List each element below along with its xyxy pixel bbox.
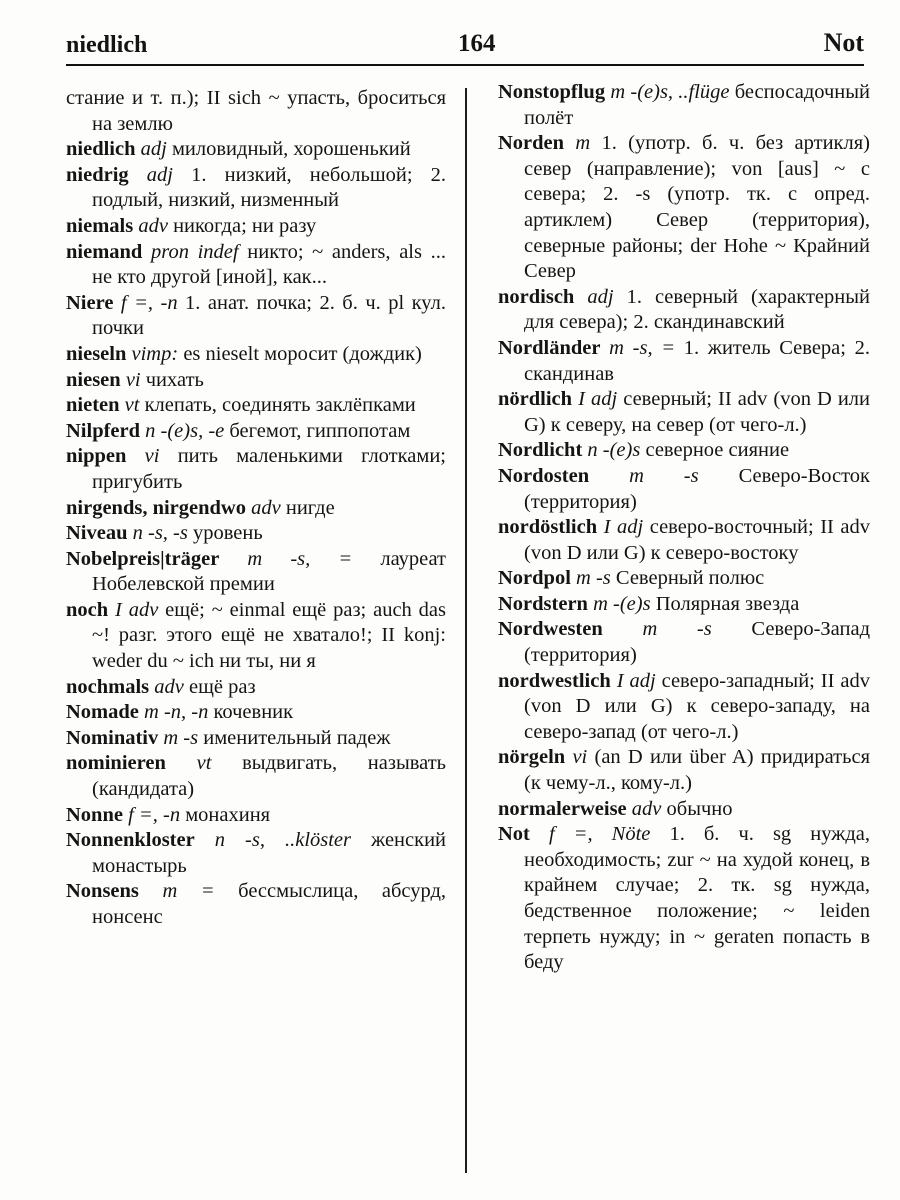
entry-definition: чихать — [145, 368, 204, 391]
dictionary-entry — [498, 285, 870, 336]
dictionary-entry — [498, 669, 870, 746]
dictionary-entry — [66, 828, 446, 879]
dictionary-entry — [498, 80, 870, 131]
entry-definition: уровень — [192, 522, 263, 545]
dictionary-entry — [66, 803, 446, 829]
entry-definition: именительный падеж — [203, 726, 391, 749]
grammar-label: vi — [125, 368, 141, 391]
entry-definition: Северный полюс — [615, 567, 765, 590]
headword: Not — [498, 823, 530, 846]
grammar-label: m -(e)s — [593, 592, 651, 615]
entry-definition: 1. анат. почка; 2. б. ч. pl кул. почки — [92, 291, 447, 340]
entry-definition: бессмыслица, абсурд, нонсенс — [92, 880, 447, 928]
dictionary-entry — [498, 387, 870, 438]
headword: Nilpferd — [66, 419, 141, 442]
entry-definition: Северо-Восток (территория) — [524, 464, 871, 513]
left-running-headword: niedlich — [66, 32, 148, 58]
headword: Nomade — [66, 701, 139, 724]
headword: nippen — [66, 445, 127, 468]
left-column — [66, 86, 446, 931]
dictionary-entry — [498, 566, 870, 592]
grammar-label: vt — [124, 394, 140, 417]
page-header — [66, 22, 864, 66]
dictionary-entry — [66, 163, 446, 214]
entry-definition: 1. б. ч. sg нужда, необходимость; zur ~ на худой конец, в крайнем случае; 2. тк. sg нужда, бедственное положение; ~ leiden терпеть нужду; in ~ geraten попасть в беду — [524, 823, 870, 974]
grammar-label: adv — [138, 214, 168, 237]
grammar-label: I adv — [115, 598, 159, 621]
dictionary-entry — [498, 131, 870, 285]
grammar-label: m -n, -n — [144, 701, 209, 724]
grammar-label: m -s — [576, 567, 611, 590]
headword: nochmals — [66, 675, 150, 698]
entry-definition: никто; ~ anders, als ... не кто другой [иной], как... — [92, 240, 446, 289]
headword: nordöstlich — [498, 516, 598, 539]
headword: Nonsens — [66, 880, 139, 903]
grammar-label: n -s, -s — [132, 522, 188, 545]
dictionary-entry — [66, 444, 446, 495]
dictionary-entry — [66, 547, 446, 598]
entry-definition: никогда; ни разу — [173, 214, 317, 237]
entry-definition: 1. (употр. б. ч. без артикля) север (направление); von [aus] ~ с севера; 2. -s (употр. тк. с опред. артиклем) Север (территория), северные районы; der Hohe ~ Крайний Север — [524, 132, 870, 283]
grammar-label: m -s, = — [247, 547, 353, 570]
page-number: 164 — [458, 30, 496, 57]
grammar-label: adv — [251, 496, 281, 519]
grammar-label: vimp: — [131, 342, 179, 365]
entry-definition: северо-восточный; II adv (von D или G) к северо-востоку — [524, 516, 871, 564]
grammar-label: vt — [196, 752, 212, 775]
headword: nördlich — [498, 388, 573, 411]
headword: nieten — [66, 394, 120, 417]
dictionary-entry — [66, 496, 446, 522]
grammar-label: adv — [154, 675, 184, 698]
headword: noch — [66, 598, 109, 621]
entry-definition: обычно — [666, 797, 733, 820]
entry-definition: 1. низкий, небольшой; 2. подлый, низкий, низменный — [92, 163, 447, 212]
headword: normalerweise — [498, 797, 627, 820]
grammar-label: adv — [631, 797, 662, 820]
headword: nordisch — [498, 285, 575, 308]
grammar-label: adj — [146, 163, 173, 186]
dictionary-entry — [66, 214, 446, 240]
grammar-label: m -s — [163, 726, 199, 749]
entry-definition: лауреат Нобелевской премии — [92, 547, 447, 596]
dictionary-entry — [66, 368, 446, 394]
dictionary-entry — [498, 515, 870, 566]
grammar-label: adj — [140, 138, 167, 161]
headword: nordwestlich — [498, 669, 611, 692]
headword: niemand — [66, 240, 143, 263]
entry-definition: северный; II adv (von D или G) к северу, на север (от чего-л.) — [524, 388, 871, 436]
headword: Nordländer — [498, 336, 601, 359]
entry-definition: женский монастырь — [92, 829, 447, 877]
dictionary-entry — [498, 617, 870, 668]
entry-definition: клепать, соединять заклёпками — [144, 394, 416, 417]
entry-definition: 1. северный (характерный для севера); 2. скандинавский — [524, 285, 870, 334]
entry-definition: (an D или über A) придираться (к чему-л., кому-л.) — [524, 746, 871, 795]
grammar-label: m -s — [629, 464, 699, 487]
entry-definition: кочевник — [213, 701, 294, 724]
headword: Norden — [498, 132, 565, 155]
grammar-label: m — [575, 132, 591, 155]
dictionary-entry — [66, 86, 446, 137]
grammar-label: vi — [144, 445, 160, 468]
headword: Niere — [66, 291, 114, 314]
headword: Niveau — [66, 522, 128, 545]
headword: nominieren — [66, 752, 166, 775]
dictionary-entry — [66, 419, 446, 445]
headword: Nominativ — [66, 726, 159, 749]
right-running-headword: Not — [823, 28, 864, 57]
entry-definition: миловидный, хорошенький — [171, 138, 411, 161]
dictionary-entry — [66, 598, 446, 675]
dictionary-entry — [66, 521, 446, 547]
grammar-label: f =, Nöte — [548, 823, 651, 846]
headword: Nordwesten — [498, 618, 603, 641]
entry-definition: нигде — [285, 496, 335, 519]
grammar-label: m -(e)s, ..flüge — [610, 81, 730, 103]
entry-definition: пить маленькими глотками; пригубить — [92, 445, 447, 493]
entry-definition: беспосадочный полёт — [524, 81, 870, 129]
headword: niedrig — [66, 163, 129, 186]
dictionary-entry — [498, 464, 870, 515]
entry-definition: Северо-Запад (территория) — [524, 618, 870, 667]
entry-definition: Полярная звезда — [655, 592, 800, 615]
entry-definition: северное сияние — [645, 439, 790, 462]
dictionary-entry — [66, 342, 446, 368]
dictionary-entry — [66, 675, 446, 701]
dictionary-entry — [66, 879, 446, 930]
grammar-label: n -(e)s — [587, 439, 641, 462]
grammar-label: I adj — [578, 388, 618, 411]
dictionary-entry — [66, 751, 446, 802]
entry-definition: бегемот, гиппопотам — [229, 419, 411, 442]
dictionary-entry — [498, 745, 870, 796]
headword: nirgends, nirgendwo — [66, 496, 246, 519]
grammar-label: I adj — [616, 669, 656, 692]
entry-definition: es nieselt моросит (дождик) — [183, 342, 422, 365]
headword: nörgeln — [498, 746, 566, 769]
dictionary-entry — [66, 393, 446, 419]
entry-definition: северо-западный; II adv (von D или G) к северо-западу, на северо-запад (от чего-л.) — [524, 669, 870, 743]
entry-definition: ещё; ~ einmal ещё раз; auch das ~! разг. этого ещё не хватало!; II konj: weder du ~ ich ни ты, ни я — [92, 598, 446, 673]
dictionary-entry — [498, 336, 870, 387]
grammar-label: f =, -n — [120, 291, 178, 314]
headword: Nordstern — [498, 592, 588, 615]
entry-definition: 1. житель Севера; 2. скандинав — [524, 336, 870, 385]
dictionary-entry — [66, 726, 446, 752]
dictionary-entry — [66, 240, 446, 291]
entry-definition: монахиня — [185, 803, 271, 826]
grammar-label: m = — [162, 880, 215, 903]
headword: Nonnenkloster — [66, 829, 195, 852]
grammar-label: n -(e)s, -e — [145, 419, 225, 442]
headword: niedlich — [66, 138, 136, 161]
dictionary-entry — [498, 797, 870, 823]
grammar-label: f =, -n — [128, 803, 181, 826]
dictionary-entry — [498, 438, 870, 464]
entry-definition: стание и т. п.); II sich ~ упасть, броситься на землю — [66, 87, 446, 135]
headword: Nordosten — [498, 464, 590, 487]
dictionary-entry — [498, 592, 870, 618]
dictionary-entry — [66, 291, 446, 342]
headword: nieseln — [66, 342, 127, 365]
right-column — [498, 80, 870, 976]
grammar-label: vi — [572, 746, 588, 769]
grammar-label: m -s, = — [609, 336, 676, 359]
headword: Nonne — [66, 803, 123, 826]
dictionary-entry — [66, 137, 446, 163]
dictionary-entry — [66, 700, 446, 726]
entry-definition: выдвигать, называть (кандидата) — [92, 752, 447, 801]
headword: Nobelpreis|träger — [66, 547, 220, 570]
entry-definition: ещё раз — [189, 675, 256, 698]
dictionary-entry — [498, 822, 870, 976]
column-divider — [465, 88, 467, 1173]
grammar-label: I adj — [603, 516, 644, 539]
headword: niemals — [66, 214, 134, 237]
headword: Nonstopflug — [498, 81, 606, 103]
grammar-label: pron indef — [150, 240, 239, 263]
grammar-label: adj — [587, 285, 614, 308]
headword: Nordlicht — [498, 439, 583, 462]
grammar-label: m -s — [642, 618, 712, 641]
headword: Nordpol — [498, 567, 571, 590]
grammar-label: n -s, ..klöster — [214, 829, 352, 852]
headword: niesen — [66, 368, 121, 391]
